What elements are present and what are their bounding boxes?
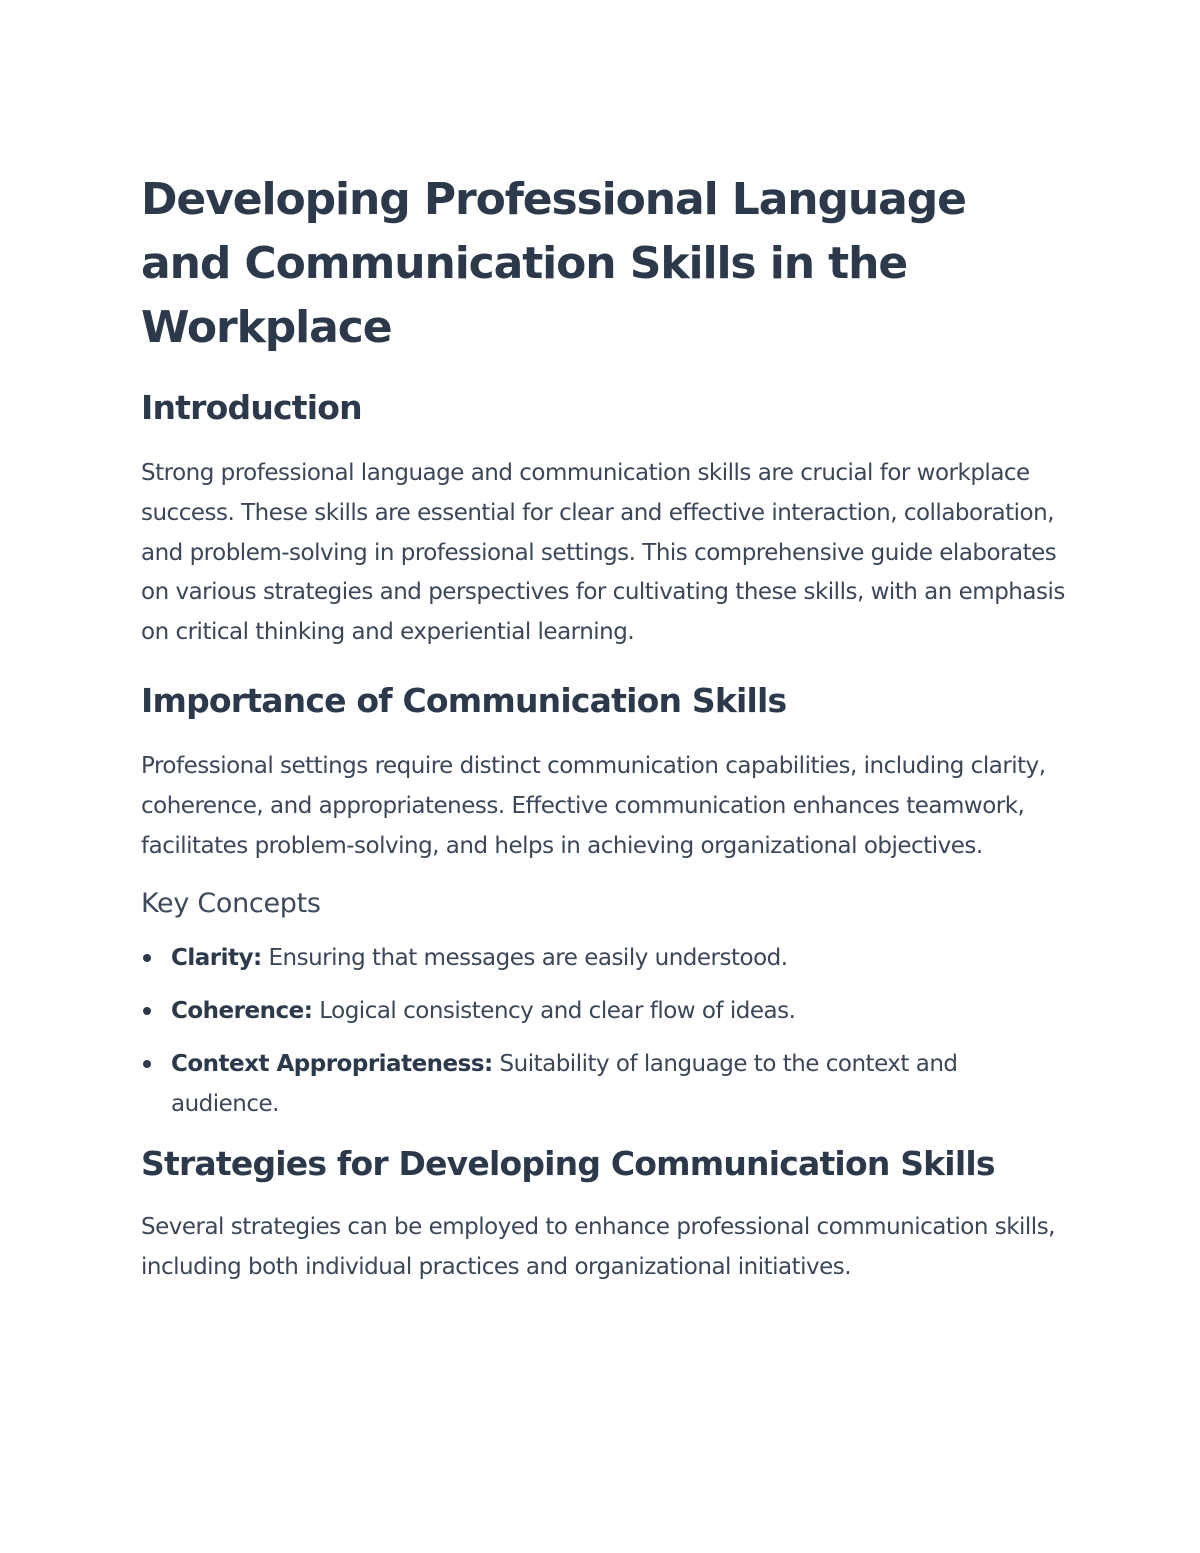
concept-term: Coherence: xyxy=(171,998,313,1025)
concept-description: Suitability of language to the context and audience. xyxy=(171,1051,958,1118)
list-item xyxy=(141,1044,1066,1124)
list-item xyxy=(141,938,1066,978)
concept-description: Logical consistency and clear flow of ideas. xyxy=(319,998,796,1025)
concept-term: Context Appropriateness: xyxy=(171,1051,493,1078)
introduction-paragraph: Strong professional language and communication skills are crucial for workplace success. These skills are essential for clear and effective interaction, collaboration, and problem-solving in professional settings. This comprehensive guide elaborates on various strategies and perspectives for cultivating these skills, with an emphasis on critical thinking and experiential learning. xyxy=(141,460,1065,646)
importance-paragraph: Professional settings require distinct communication capabilities, including clarity, coherence, and appropriateness. Effective communication enhances teamwork, facilitates problem-solving, and helps in achieving organizational objectives. xyxy=(141,752,1046,859)
document-page xyxy=(141,168,1066,1288)
strategies-heading: Strategies for Developing Communication Skills xyxy=(141,1144,995,1184)
document-title: Developing Professional Language and Communication Skills in the Workplace xyxy=(141,174,966,353)
concept-term: Clarity: xyxy=(171,945,262,972)
bullet-icon xyxy=(143,954,151,962)
bullet-icon xyxy=(143,1007,151,1015)
introduction-heading: Introduction xyxy=(141,388,362,427)
importance-heading: Importance of Communication Skills xyxy=(141,680,787,720)
key-concepts-heading: Key Concepts xyxy=(141,888,321,920)
key-concepts-list xyxy=(141,938,1066,1124)
concept-description: Ensuring that messages are easily understood. xyxy=(268,945,788,972)
bullet-icon xyxy=(143,1060,151,1068)
list-item xyxy=(141,991,1066,1031)
strategies-paragraph: Several strategies can be employed to enhance professional communication skills, including both individual practices and organizational initiatives. xyxy=(141,1214,1055,1281)
